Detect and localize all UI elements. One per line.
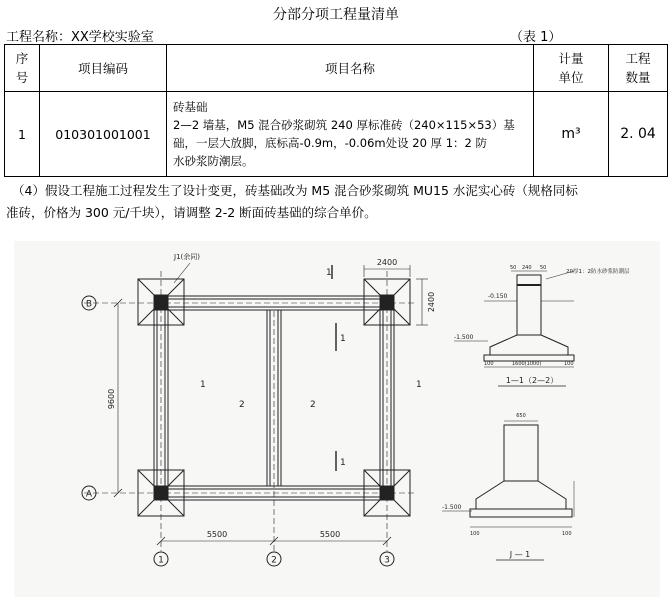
header-code: 项目编码 (40, 45, 167, 92)
section-1-title: 1—1（2—2） (505, 376, 559, 385)
foundation-drawing (14, 241, 660, 597)
section-1-level-top: -0.150 (488, 293, 508, 300)
column-label: J1(余同) (174, 253, 200, 261)
header-seq (5, 45, 40, 92)
axis-label-2: 2 (271, 555, 277, 566)
dimension-5500-right: 5500 (319, 530, 341, 539)
wall-label: 1 (326, 268, 332, 278)
description-line: 水砂浆防潮层。 (173, 154, 254, 168)
bill-of-quantities-table (4, 44, 668, 177)
note-line-1: （4）假设工程施工过程发生了设计变更，砖基础改为 M5 混合砂浆砌筑 MU15 水泥实心砖（规格同标 (12, 183, 578, 198)
cell-description (167, 92, 534, 177)
wall-label: 1 (416, 380, 422, 390)
cell-unit: m³ (534, 92, 609, 177)
description-line: 2—2 墙基，M5 混合砂浆砌筑 240 厚标准砖（240×115×53）基 (173, 118, 515, 132)
note-line-2: 准砖，价格为 300 元/千块），请调整 2-2 断面砖基础的综合单价。 (6, 205, 377, 220)
header-unit (534, 45, 609, 92)
header-unit-line1: 计量 (558, 51, 584, 66)
dimension-5500-left: 5500 (206, 530, 228, 539)
description-line: 础，一层大放脚，底标高-0.9m，-0.06m处设 20 厚 1：2 防 (173, 136, 487, 150)
column-label-leader (174, 263, 190, 283)
description-line: 砖基础 (173, 100, 208, 114)
dimension-9600: 9600 (107, 388, 116, 410)
section-j-1 (470, 421, 574, 527)
axis-label-3: 3 (384, 555, 390, 566)
cell-code: 010301001001 (40, 92, 167, 177)
axis-label-a: A (85, 489, 93, 500)
header-qty-line2: 数量 (625, 70, 651, 85)
foundation-drawing-svg (14, 241, 660, 597)
cell-seq: 1 (5, 92, 40, 177)
wall-label: 1 (340, 334, 346, 344)
section-1-dims: 50 (540, 265, 547, 271)
section-1-dims: 50 (510, 265, 517, 271)
section-1-dims: 100 (484, 361, 494, 367)
table-number: （表 1） (510, 30, 562, 45)
section-1-1 (484, 271, 574, 361)
wall-label: 2 (310, 400, 316, 410)
section-1-dims: 240 (522, 265, 532, 271)
section-j-dims: 100 (470, 531, 480, 537)
header-seq-line2: 号 (15, 70, 29, 85)
header-seq-line1: 序 (15, 51, 29, 66)
section-j-dims: 100 (562, 531, 572, 537)
axis-label-1: 1 (158, 555, 164, 566)
section-1-level-bottom: -1.500 (454, 334, 474, 341)
header-qty-line1: 工程 (625, 51, 651, 66)
page-title: 分部分项工程量清单 (273, 7, 399, 23)
table-row (5, 92, 668, 177)
project-name: 工程名称：XX学校实验室 (6, 30, 154, 45)
header-qty (609, 45, 668, 92)
section-j-top-width: 650 (516, 413, 526, 419)
header-name: 项目名称 (167, 45, 534, 92)
section-1-dims: 100 (564, 361, 574, 367)
wall-label: 2 (239, 400, 245, 410)
dimension-2400-side: 2400 (427, 291, 436, 313)
cell-qty: 2. 04 (609, 92, 668, 177)
question-note (6, 180, 666, 224)
header-unit-line2: 单位 (558, 70, 584, 85)
section-1-note: 20厚1：2防水砂浆防潮层 (566, 269, 630, 275)
axis-label-b: B (85, 299, 93, 310)
section-j-title: J — 1 (509, 550, 531, 559)
wall-label: 1 (200, 380, 206, 390)
wall-label: 1 (340, 458, 346, 468)
section-1-dims: 1600(1000) (512, 361, 542, 367)
table-header-row (5, 45, 668, 92)
dimension-2400-top: 2400 (376, 258, 398, 267)
section-j-level: -1.500 (442, 504, 462, 511)
